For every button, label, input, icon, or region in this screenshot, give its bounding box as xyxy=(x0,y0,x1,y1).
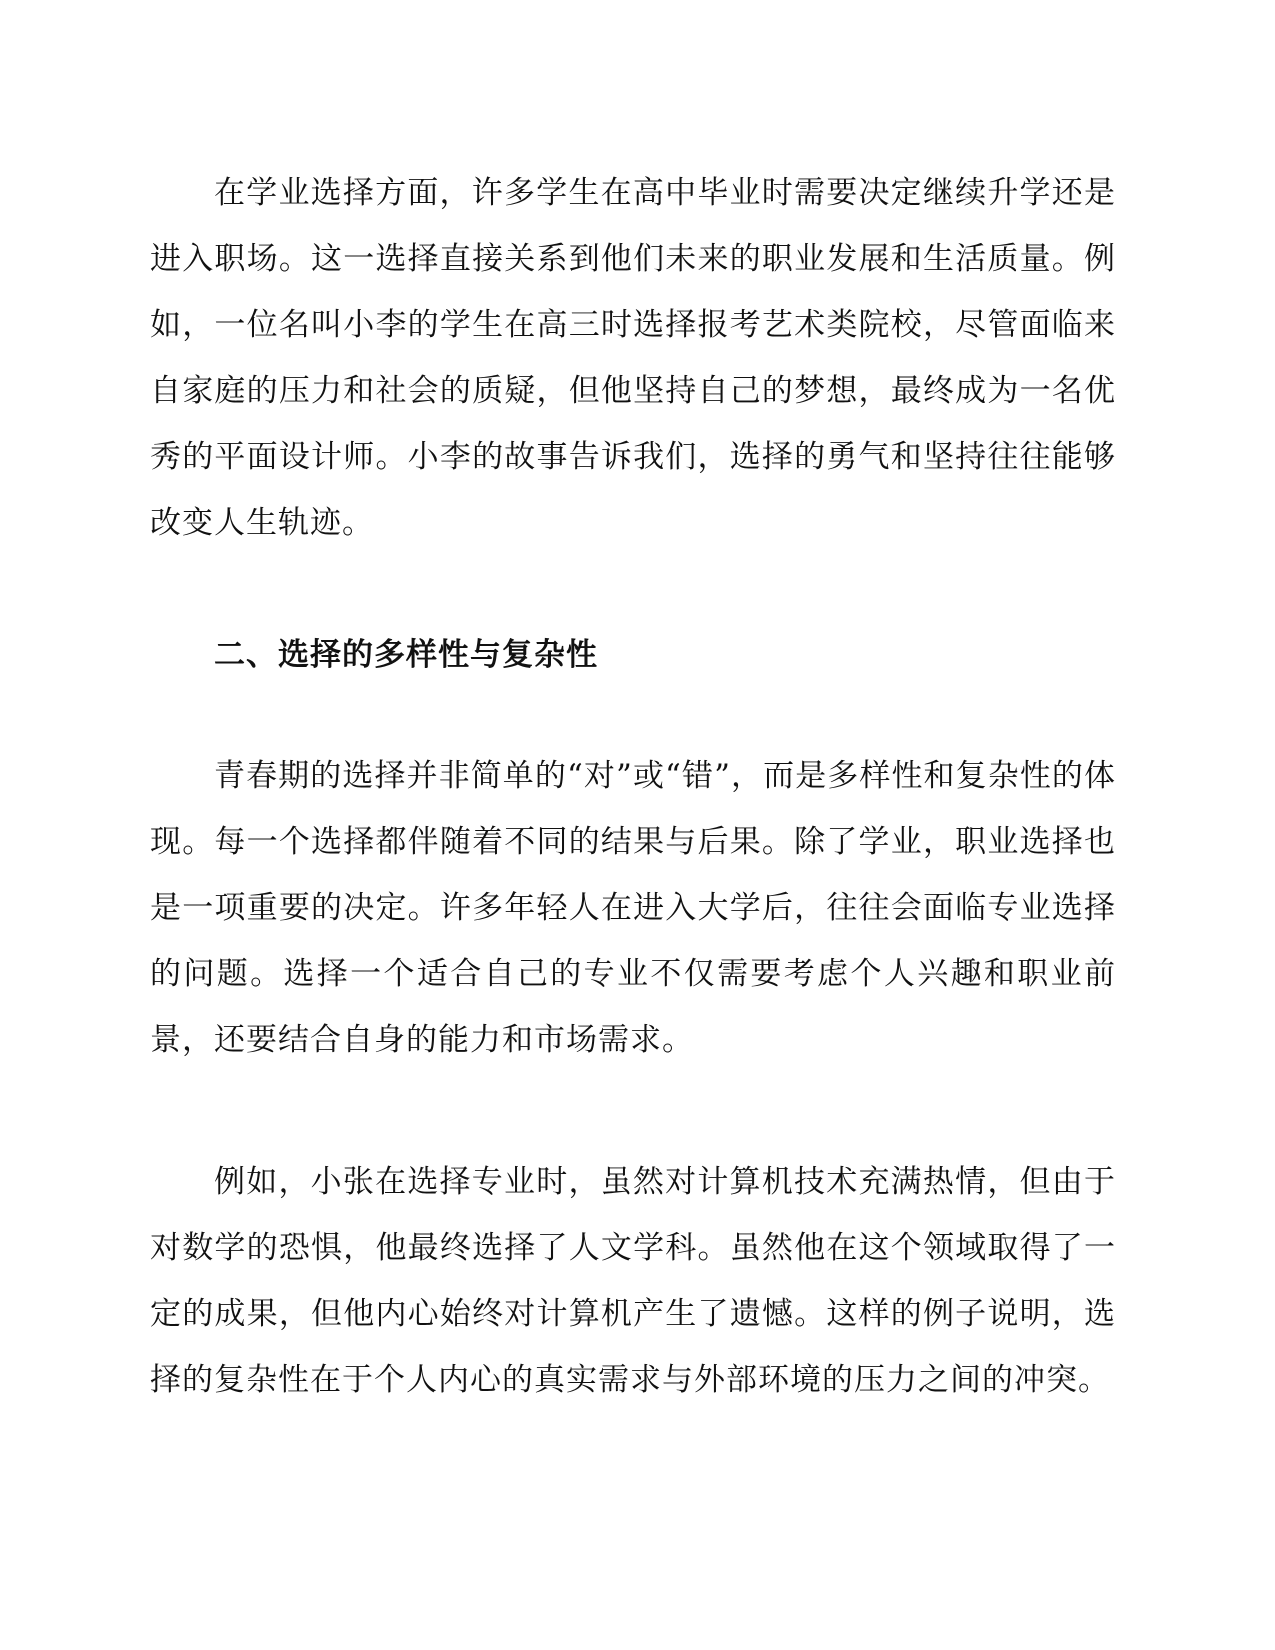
body-paragraph-academic-choice: 在学业选择方面，许多学生在高中毕业时需要决定继续升学还是进入职场。这一选择直接关系到他们未来的职业发展和生活质量。例如，一位名叫小李的学生在高三时选择报考艺术类院校，尽管面临来自家庭的压力和社会的质疑，但他坚持自己的梦想，最终成为一名优秀的平面设计师。小李的故事告诉我们，选择的勇气和坚持往往能够改变人生轨迹。 xyxy=(150,175,1116,541)
body-paragraph-diversity: 青春期的选择并非简单的“对”或“错”，而是多样性和复杂性的体现。每一个选择都伴随着不同的结果与后果。除了学业，职业选择也是一项重要的决定。许多年轻人在进入大学后，往往会面临专业选择的问题。选择一个适合自己的专业不仅需要考虑个人兴趣和职业前景，还要结合自身的能力和市场需求。 xyxy=(150,758,1116,1058)
body-paragraph-example-zhang: 例如，小张在选择专业时，虽然对计算机技术充满热情，但由于对数学的恐惧，他最终选择了人文学科。虽然他在这个领域取得了一定的成果，但他内心始终对计算机产生了遗憾。这样的例子说明，选择的复杂性在于个人内心的真实需求与外部环境的压力之间的冲突。 xyxy=(150,1164,1116,1398)
section-heading: 二、选择的多样性与复杂性 xyxy=(214,637,598,673)
